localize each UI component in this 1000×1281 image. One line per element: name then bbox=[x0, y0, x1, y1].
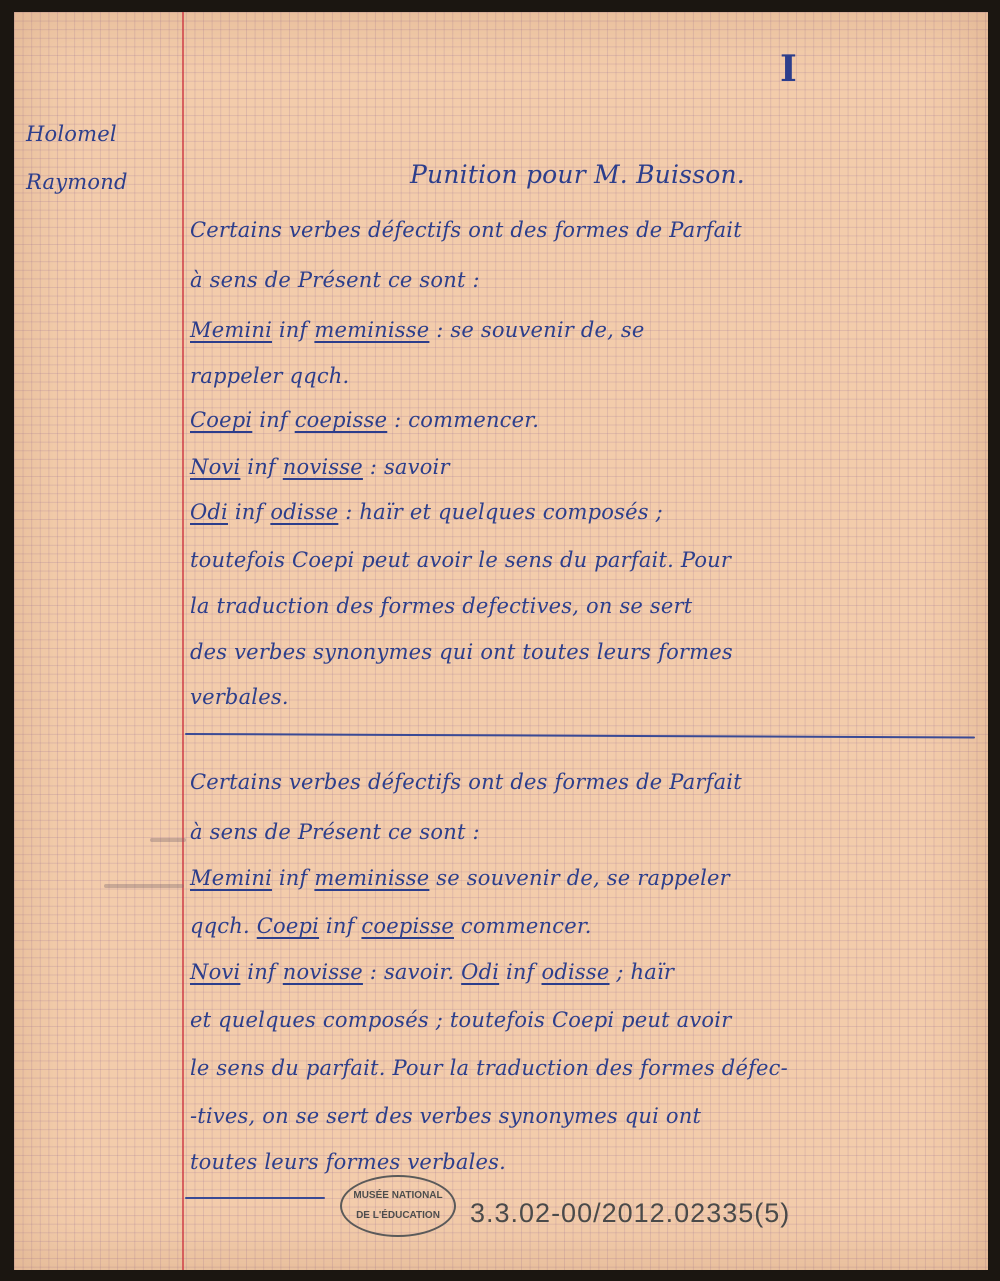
text-line: le sens du parfait. Pour la traduction des formes défec- bbox=[190, 1056, 788, 1080]
text-line: Novi inf novisse : savoir bbox=[190, 455, 450, 479]
text-line: Odi inf odisse : haïr et quelques composés ; bbox=[190, 500, 663, 524]
latin-infinitive: odisse bbox=[541, 960, 610, 984]
latin-infinitive: novisse bbox=[282, 960, 363, 984]
latin-infinitive: coepisse bbox=[361, 914, 454, 938]
text-line: rappeler qqch. bbox=[190, 364, 350, 388]
latin-verb: Novi bbox=[190, 455, 241, 479]
archive-shelfmark: 3.3.02-00/2012.02335(5) bbox=[470, 1198, 791, 1228]
latin-infinitive: meminisse bbox=[314, 866, 430, 890]
text-line: Coepi inf coepisse : commencer. bbox=[190, 408, 540, 432]
latin-verb: Coepi bbox=[190, 408, 253, 432]
latin-verb: Memini bbox=[190, 318, 273, 342]
latin-infinitive: odisse bbox=[270, 500, 339, 524]
latin-infinitive: novisse bbox=[282, 455, 363, 479]
latin-verb: Novi bbox=[190, 960, 241, 984]
latin-infinitive: meminisse bbox=[314, 318, 430, 342]
text-line: Memini inf meminisse : se souvenir de, se bbox=[190, 318, 645, 342]
text-line: à sens de Présent ce sont : bbox=[190, 268, 480, 292]
text-line: Memini inf meminisse se souvenir de, se rappeler bbox=[190, 866, 730, 890]
latin-verb: Coepi bbox=[256, 914, 320, 938]
page-number: I bbox=[780, 48, 798, 90]
text-line: et quelques composés ; toutefois Coepi peut avoir bbox=[190, 1008, 732, 1032]
author-second-line: Raymond bbox=[26, 170, 128, 194]
page-title: Punition pour M. Buisson. bbox=[410, 160, 745, 189]
margin-line bbox=[182, 12, 184, 1270]
latin-infinitive: coepisse bbox=[294, 408, 388, 432]
latin-verb: Odi bbox=[190, 500, 228, 524]
text-line: toutefois Coepi peut avoir le sens du parfait. Pour bbox=[190, 548, 732, 572]
text-line: verbales. bbox=[190, 685, 289, 709]
museum-stamp: MUSÉE NATIONAL DE L'ÉDUCATION bbox=[340, 1175, 456, 1237]
text-line: -tives, on se sert des verbes synonymes qui ont bbox=[190, 1104, 702, 1128]
ink-smudge bbox=[150, 838, 186, 842]
latin-verb: Memini bbox=[190, 866, 273, 890]
text-line: à sens de Présent ce sont : bbox=[190, 820, 480, 844]
author-first-line: Holomel bbox=[26, 122, 117, 146]
text-line: Certains verbes défectifs ont des formes de Parfait bbox=[190, 770, 742, 794]
ink-smudge bbox=[104, 884, 184, 888]
separator-line bbox=[185, 1197, 325, 1199]
text-line: la traduction des formes defectives, on se sert bbox=[190, 594, 693, 618]
latin-verb: Odi bbox=[461, 960, 500, 984]
text-line: qqch. Coepi inf coepisse commencer. bbox=[190, 914, 592, 938]
text-line: Certains verbes défectifs ont des formes de Parfait bbox=[190, 218, 742, 242]
text-line: Novi inf novisse : savoir. Odi inf odisse ; haïr bbox=[190, 960, 675, 984]
text-line: des verbes synonymes qui ont toutes leurs formes bbox=[190, 640, 733, 664]
text-line: toutes leurs formes verbales. bbox=[190, 1150, 507, 1174]
